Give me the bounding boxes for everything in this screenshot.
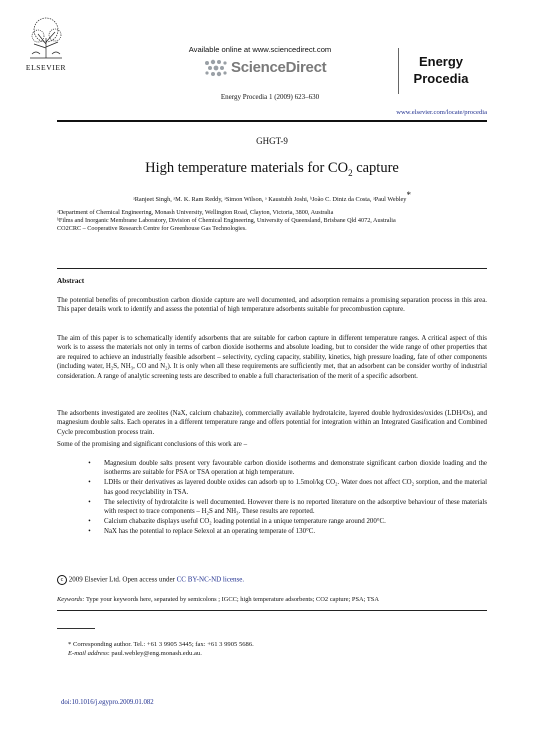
abstract-top-rule (57, 268, 487, 269)
conclusions-list (75, 459, 487, 537)
copyright-line (57, 575, 487, 585)
bullet-text: The selectivity of hydrotalcite is well documented. However there is no reported literature on the adsorptive behaviour of these materials with respect to trace components – H₂S and NH₃. These results are reported. (104, 498, 487, 516)
affiliation-b: ᵇFilms and Inorganic Membrane Laboratory, Division of Chemical Engineering, University of Queensland, Brisbane Qld 4072, Australia (57, 217, 396, 224)
elsevier-logo (22, 14, 70, 62)
journal-name-box (398, 48, 483, 94)
journal-citation: Energy Procedia 1 (2009) 623–630 (220, 93, 320, 101)
header-rule (57, 120, 487, 122)
copyright-text: 2009 Elsevier Ltd. Open access under (68, 575, 177, 584)
copyright-icon: c (57, 575, 67, 585)
article-title (57, 160, 487, 178)
journal-name-line1: Energy (418, 54, 464, 69)
sciencedirect-dots-icon (203, 58, 229, 78)
title-main: High temperature materials for CO (145, 160, 349, 176)
footnote-rule (57, 628, 95, 629)
list-item (75, 527, 487, 536)
abstract-paragraph-2: The aim of this paper is to schematically identify adsorbents that are suitable for carbon capture in different temperature ranges. A critical aspect of this work is to assess the materials not only in terms of carbon dioxide isotherms and absolute loading, but to consider the wide range of other properties that are required to achieve an industrially feasible adsorbent – selectivity, cycling capacity, stability, kinetics, high pressure loading, fate of other components (including water, H₂S, NH₃, CO and N₂). It is only when all these requirements are sufficiently met, that an adsorbent can be consider worthy of industrial consideration. A range of analytic screening tests are described to enable a full characterisation of the merit of a specific adsorbent. (57, 335, 487, 380)
email-value[interactable]: : paul.webley@eng.monash.edu.au. (107, 650, 202, 657)
bullet-glyph: • (88, 527, 91, 535)
affiliation-a: ᵃDepartment of Chemical Engineering, Monash University, Wellington Road, Clayton, Victoria, 3800, Australia (57, 209, 334, 216)
authors: ᵃRanjeet Singh, ᵃM. K. Ram Reddy, ᵃSimon Wilson, ᵃ Kaustubh Joshi, ᵇJoão C. Diniz da Costa, ᵃPaul Webley (133, 196, 407, 204)
title-subscript: 2 (348, 167, 353, 178)
list-item (75, 478, 487, 497)
sciencedirect-wordmark: ScienceDirect (231, 59, 327, 76)
doi-link[interactable]: doi:10.1016/j.egypro.2009.01.082 (61, 699, 154, 706)
corresponding-star: * (406, 190, 411, 200)
elsevier-tree-icon (22, 14, 70, 62)
author-list (57, 190, 487, 203)
affiliation-co2crc: CO2CRC – Cooperative Research Centre for Greenhouse Gas Technologies. (57, 225, 247, 232)
keywords-text: Type your keywords here, separated by semicolons ; IGCC; high temperature adsorbents; CO2 capture; PSA; TSA (84, 596, 379, 603)
bullet-glyph: • (88, 460, 91, 467)
bullet-glyph: • (88, 498, 91, 506)
bullet-text: Magnesium double salts present very favourable carbon dioxide isotherms and demonstrate significant carbon dioxide loading and the isotherms are suitable for PSA or TSA operation at high temperature. (104, 460, 487, 477)
elsevier-wordmark: ELSEVIER (25, 63, 67, 72)
sciencedirect-logo (203, 57, 353, 79)
abstract-paragraph-1: The potential benefits of precombustion carbon dioxide capture are well documented, and adsorption remains a promising separation process in this area. This paper details work to identify and assess the potential of high temperature adsorbents suitable for precombustion capture. (57, 297, 487, 314)
bullet-text: Calcium chabazite displays useful CO₂ loading potential in a unique temperature range around 200°C. (104, 517, 386, 525)
corresponding-author-note: * Corresponding author. Tel.: +61 3 9905 3445; fax: +61 3 9905 5686. (68, 641, 254, 648)
list-item (75, 459, 487, 478)
abstract-bottom-rule (57, 610, 487, 611)
bullet-text: NaX has the potential to replace Selexol at an operating temperate of 130°C. (104, 527, 316, 535)
bullet-glyph: • (88, 479, 91, 487)
journal-url-link[interactable]: www.elsevier.com/locate/procedia (396, 109, 487, 116)
available-online-text: Available online at www.sciencedirect.com (188, 45, 332, 54)
keywords-label: Keywords: (57, 596, 85, 603)
keywords-line (57, 596, 487, 604)
license-link[interactable]: CC BY-NC-ND license. (176, 575, 245, 584)
title-end: capture (352, 160, 399, 176)
conference-label: GHGT-9 (256, 136, 288, 146)
journal-name-line2: Procedia (413, 71, 469, 86)
affiliations (57, 209, 487, 233)
bullet-glyph: • (88, 517, 91, 525)
email-note (68, 650, 478, 658)
list-item (75, 498, 487, 517)
abstract-paragraph-4: Some of the promising and significant conclusions of this work are – (57, 441, 248, 448)
abstract-heading: Abstract (57, 276, 85, 285)
abstract-paragraph-3: The adsorbents investigated are zeolites (NaX, calcium chabazite), commercially available hydrotalcite, layered double hydroxides/oxides (LDH/Os), and magnesium double salts. Each operates in a different temperature range and offers potential for integration within an Integrated Gasification and Combined Cycle precombustion process train. (57, 410, 487, 436)
bullet-text: LDHs or their derivatives as layered double oxides can adsorb up to 1.5mol/kg CO₂. Water does not affect CO₂ sorption, and the material has good recyclability in TSA. (104, 479, 487, 496)
email-label: E-mail address (68, 650, 108, 657)
list-item (75, 517, 487, 526)
